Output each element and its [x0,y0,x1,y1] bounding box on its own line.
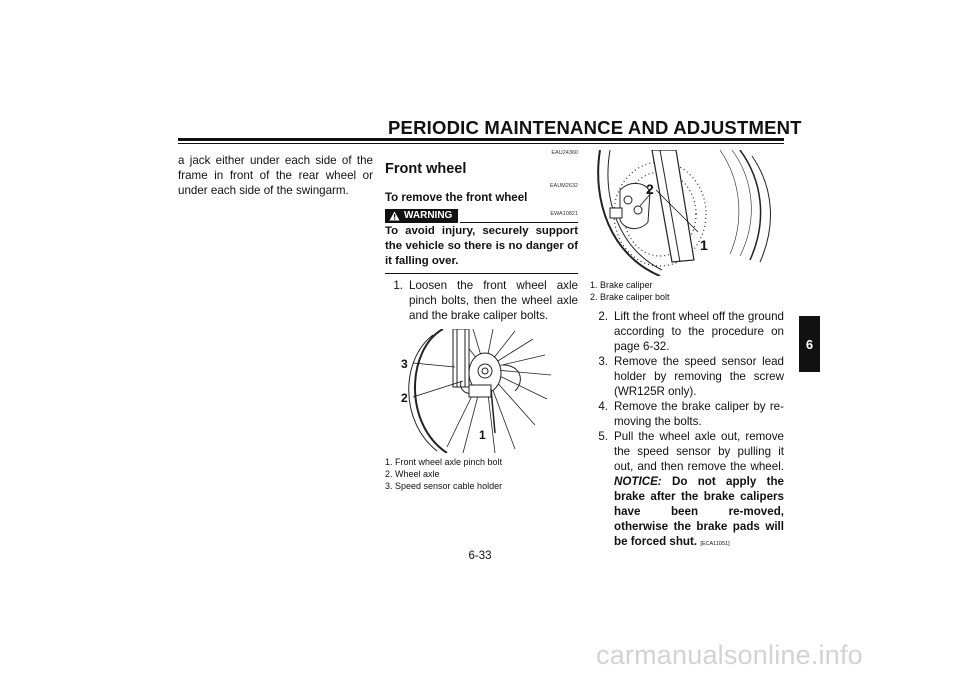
caption: 2. Wheel axle [385,469,440,479]
step-text: Lift the front wheel off the ground according to the procedure on page 6-32. [614,310,784,353]
front-wheel-axle-illustration [385,329,578,453]
steps-list-right [590,309,784,552]
warning-label: WARNING [404,210,453,221]
header-rule-thick [178,138,784,141]
warning-badge [385,209,458,223]
caption: 1. Front wheel axle pinch bolt [385,457,503,467]
step-item [590,429,784,552]
header-rule-thin [178,143,784,144]
front-wheel-figure [385,329,578,453]
caption: 3. Speed sensor cable holder [385,481,503,491]
notice-text: Do not apply the brake after the brake calipers have been re-moved, otherwise the brake pads will be forced shut. [614,475,784,548]
warning-triangle-icon [389,211,400,221]
step-number: 1. [393,279,403,292]
warning-rule [460,222,578,223]
step-number: 4. [598,400,608,413]
figure-captions-mid [385,456,578,492]
step-item [385,278,578,323]
right-column [590,150,784,552]
left-column-text: a jack either under each side of the frame in front of the rear wheel or under each side of the swingarm. [178,154,373,197]
warning-text: To avoid injury, securely support the vehicle so there is no danger of it falling over. [385,225,578,267]
subsection-code: EAUM2632 [549,183,578,189]
left-column [178,153,373,198]
callout-1: 1 [479,428,486,442]
step-number: 5. [598,430,608,443]
middle-column [385,150,578,492]
callout-1: 1 [700,237,708,253]
caption: 2. Brake caliper bolt [590,292,670,302]
warning-code: EWA10821 [550,211,578,217]
callout-2: 2 [401,391,408,405]
caption: 1. Brake caliper [590,280,653,290]
step-text: Remove the speed sensor lead holder by removing the screw (WR125R only). [614,355,784,398]
section-code: EAU24360 [551,150,578,156]
callout-3: 3 [401,357,408,371]
callout-2: 2 [646,181,654,197]
warning-end-rule [385,273,578,274]
section-title: Front wheel [385,161,467,177]
step-text: Pull the wheel axle out, remove the speed sensor by pulling it out, and then remove the wheel. [614,430,784,473]
page-header-title: PERIODIC MAINTENANCE AND ADJUSTMENT [388,117,802,138]
steps-list-mid [385,278,578,323]
step-number: 2. [598,310,608,323]
subsection-title: To remove the front wheel [385,192,528,204]
step-item [590,309,784,354]
page-number: 6-33 [468,550,492,562]
brake-caliper-illustration [590,150,784,276]
brake-caliper-figure [590,150,784,276]
step-item [590,354,784,399]
step-number: 3. [598,355,608,368]
watermark: carmanualsonline.info [596,640,863,670]
chapter-tab: 6 [799,316,820,372]
step-text: Loosen the front wheel axle pinch bolts, then the wheel axle and the brake caliper bolts. [409,279,578,322]
step-text-with-notice [614,429,784,552]
notice-label: NOTICE: [614,475,662,488]
notice-code: [ECA11051] [700,541,730,547]
step-item [590,399,784,429]
step-text: Remove the brake caliper by re-moving the bolts. [614,400,784,428]
figure-captions-right [590,279,784,303]
